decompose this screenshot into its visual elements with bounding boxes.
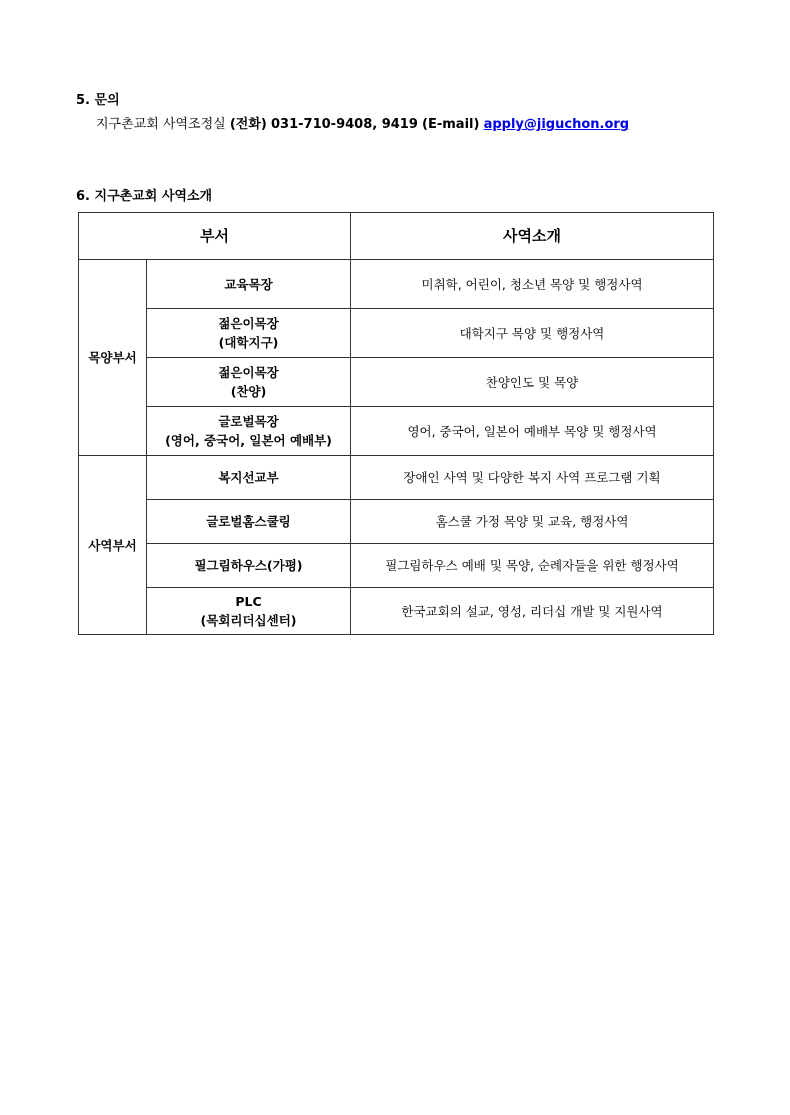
- table-row: [79, 358, 714, 407]
- desc-cell: 대학지구 목양 및 행정사역: [351, 309, 714, 358]
- dept-cell: [147, 456, 351, 500]
- dept-subname: (영어, 중국어, 일본어 예배부): [165, 433, 332, 448]
- dept-cell: [147, 260, 351, 309]
- dept-subname: (목회리더십센터): [200, 613, 297, 628]
- email-label: (E-mail): [422, 117, 480, 132]
- desc-cell: 미취학, 어린이, 청소년 목양 및 행정사역: [351, 260, 714, 309]
- dept-cell: [147, 588, 351, 635]
- desc-cell: 필그림하우스 예배 및 목양, 순례자들을 위한 행정사역: [351, 544, 714, 588]
- dept-cell: [147, 544, 351, 588]
- office-name: 지구촌교회 사역조정실: [96, 117, 226, 132]
- table-row: [79, 309, 714, 358]
- table-row: [79, 260, 714, 309]
- group-ministry: 사역부서: [79, 456, 147, 635]
- desc-cell: 찬양인도 및 목양: [351, 358, 714, 407]
- phone-label: (전화): [229, 117, 267, 132]
- table-row: [79, 500, 714, 544]
- dept-name: 젊은이목장: [218, 316, 279, 331]
- table-row: [79, 456, 714, 500]
- dept-name: 글로벌목장: [218, 414, 279, 429]
- dept-subname: (대학지구): [218, 335, 279, 350]
- table-row: [79, 407, 714, 456]
- dept-cell: [147, 407, 351, 456]
- contact-line: [96, 113, 629, 132]
- phone-number: 031-710-9408, 9419: [271, 117, 418, 132]
- dept-cell: [147, 500, 351, 544]
- desc-cell: 영어, 중국어, 일본어 예배부 목양 및 행정사역: [351, 407, 714, 456]
- dept-name: 교육목장: [224, 276, 273, 292]
- group-pastoral: 목양부서: [79, 260, 147, 456]
- dept-cell: [147, 358, 351, 407]
- dept-subname: (찬양): [230, 384, 267, 399]
- desc-cell: 장애인 사역 및 다양한 복지 사역 프로그램 기획: [351, 456, 714, 500]
- desc-cell: 홈스쿨 가정 목양 및 교육, 행정사역: [351, 500, 714, 544]
- email-link[interactable]: apply@jiguchon.org: [483, 117, 630, 132]
- section-5-title: 5. 문의: [76, 93, 120, 108]
- dept-name: 젊은이목장: [218, 365, 279, 380]
- table-row: [79, 544, 714, 588]
- dept-name: PLC: [235, 594, 262, 609]
- desc-cell: 한국교회의 설교, 영성, 리더십 개발 및 지원사역: [351, 588, 714, 635]
- table-header-row: [79, 213, 714, 260]
- header-description: 사역소개: [351, 213, 714, 260]
- dept-name: 복지선교부: [218, 470, 279, 485]
- section-6-title: 6. 지구촌교회 사역소개: [76, 189, 213, 204]
- ministry-table: [78, 212, 714, 635]
- header-department: 부서: [79, 213, 351, 260]
- dept-cell: [147, 309, 351, 358]
- dept-name: 글로벌홈스쿨링: [206, 514, 291, 529]
- dept-name: 필그림하우스(가평): [194, 558, 303, 573]
- table-row: [79, 588, 714, 635]
